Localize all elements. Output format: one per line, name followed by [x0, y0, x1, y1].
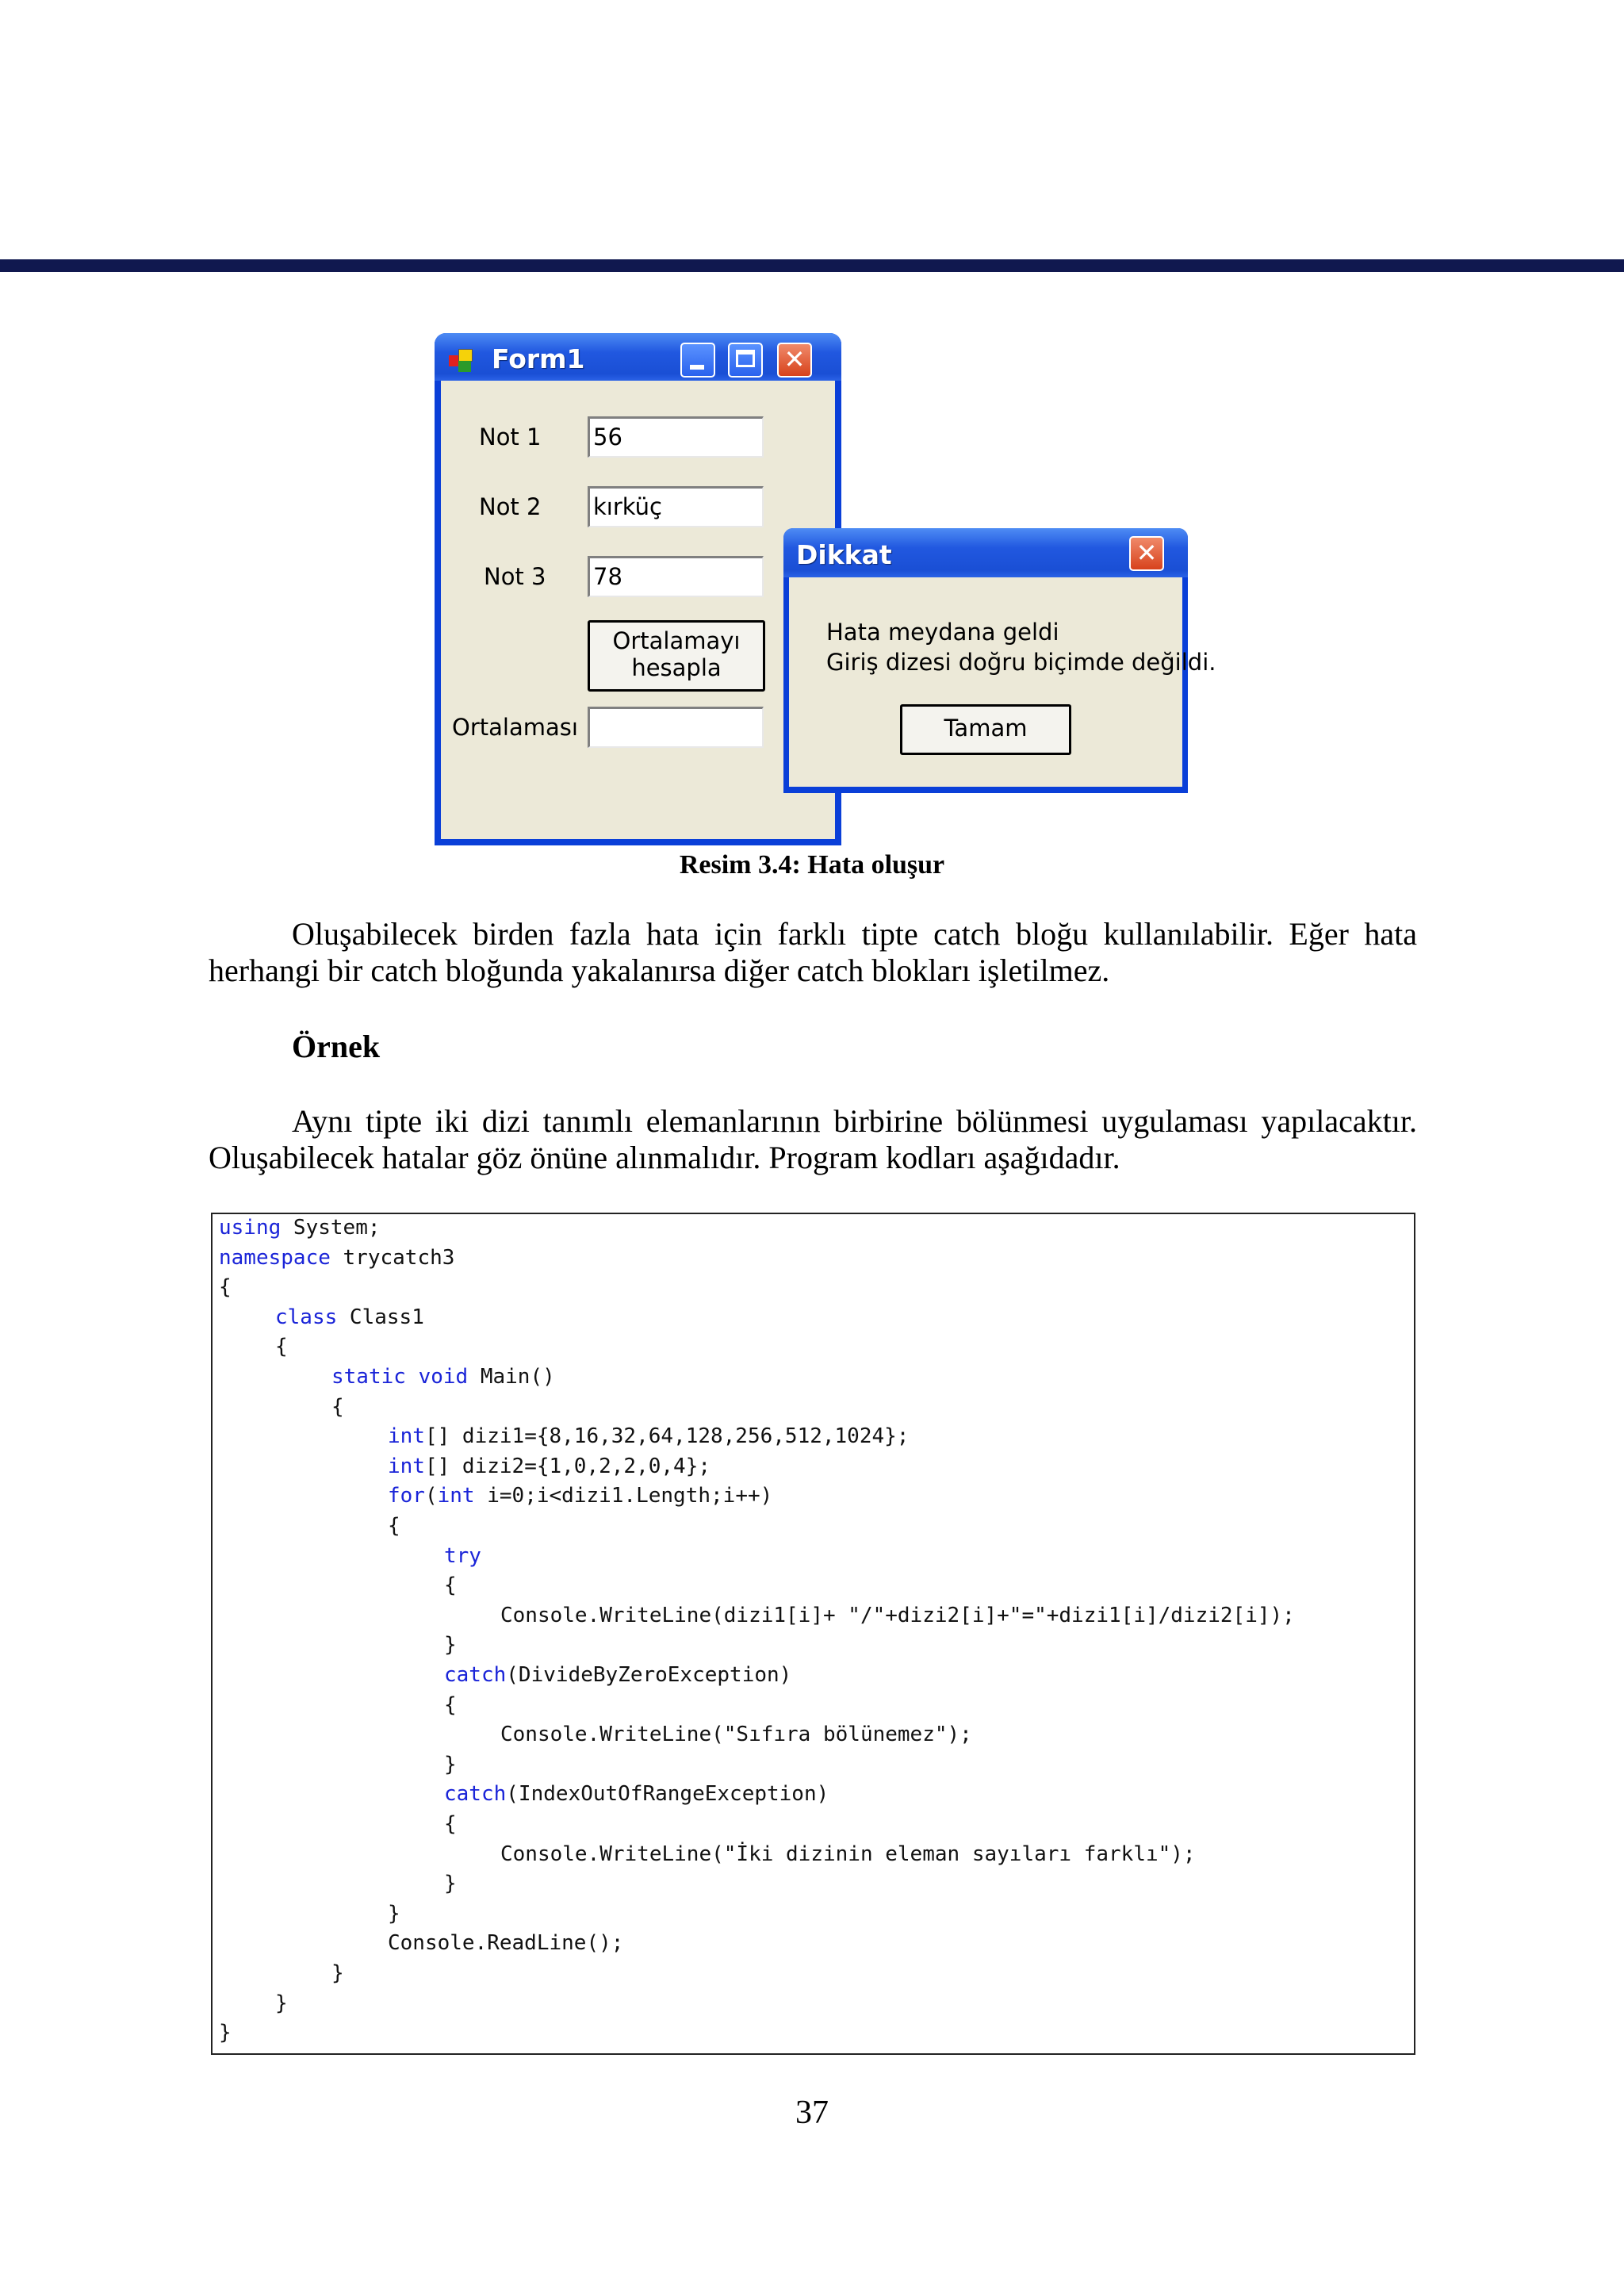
code-line: for(int i=0;i<dizi1.Length;i++): [388, 1484, 773, 1508]
calculate-button-line1: Ortalamayı: [612, 627, 741, 654]
code-line: Console.WriteLine(dizi1[i]+ "/"+dizi2[i]+"="+dizi1[i]/dizi2[i]);: [500, 1603, 1295, 1627]
code-line: catch(IndexOutOfRangeException): [444, 1782, 829, 1807]
not3-label: Not 3: [484, 563, 546, 590]
ok-button[interactable]: Tamam: [900, 704, 1071, 755]
code-line: }: [444, 1752, 457, 1776]
minimize-button[interactable]: [680, 343, 715, 378]
code-line: {: [444, 1692, 457, 1717]
code-line: {: [331, 1394, 344, 1419]
calculate-button-line2: hesapla: [631, 654, 722, 681]
page-number: 37: [795, 2095, 829, 2131]
close-icon: ✕: [1136, 538, 1158, 568]
paragraph-1-line2: herhangi bir catch bloğunda yakalanırsa diğer catch blokları işletilmez.: [209, 952, 1110, 988]
dialog-close-button[interactable]: [1129, 536, 1164, 571]
code-line: }: [275, 1991, 288, 2015]
code-line: }: [388, 1901, 400, 1926]
error-dialog: [783, 528, 1216, 793]
form1-titlebar[interactable]: [435, 333, 841, 381]
code-line: {: [219, 1275, 232, 1300]
not3-input[interactable]: 78: [588, 556, 764, 597]
maximize-icon: [736, 350, 755, 367]
paragraph-1: [209, 916, 1417, 989]
code-line: class Class1: [275, 1305, 424, 1329]
code-line: catch(DivideByZeroException): [444, 1663, 792, 1687]
code-line: {: [275, 1335, 288, 1359]
dialog-client: [789, 577, 1216, 787]
average-label: Ortalaması: [452, 714, 578, 741]
code-line: Console.WriteLine("İki dizinin eleman sayıları farklı");: [500, 1842, 1196, 1866]
code-line: {: [388, 1514, 400, 1538]
form1-title: Form1: [492, 343, 585, 374]
code-line: }: [219, 2021, 232, 2045]
maximize-button[interactable]: [728, 343, 763, 378]
form1-window: [435, 333, 841, 845]
not1-input[interactable]: 56: [588, 416, 764, 458]
code-line: static void Main(): [331, 1365, 555, 1389]
code-line: }: [444, 1633, 457, 1658]
code-line: {: [444, 1812, 457, 1836]
not2-input[interactable]: kırküç: [588, 486, 764, 527]
paragraph-1-line1: Oluşabilecek birden fazla hata için farklı tipte catch bloğu kullanılabilir. Eğer hata: [292, 916, 1417, 952]
code-line: using System;: [219, 1216, 381, 1240]
paragraph-2: [209, 1103, 1417, 1176]
not2-label: Not 2: [479, 493, 542, 520]
code-line: }: [331, 1961, 344, 1985]
dialog-message-line1: Hata meydana geldi: [826, 619, 1059, 646]
code-line: Console.ReadLine();: [388, 1931, 624, 1956]
calculate-average-button[interactable]: [588, 620, 765, 692]
code-listing: [211, 1213, 1415, 2055]
code-line: try: [444, 1543, 481, 1568]
average-output[interactable]: [588, 707, 764, 748]
paragraph-2-line1: Aynı tipte iki dizi tanımlı elemanlarının birbirine bölünmesi uygulaması yapılacaktır.: [292, 1103, 1417, 1139]
code-line: int[] dizi1={8,16,32,64,128,256,512,1024};: [388, 1424, 910, 1449]
minimize-icon: [690, 365, 704, 370]
dialog-message: [826, 617, 1216, 677]
form1-client: [441, 381, 835, 839]
code-line: {: [444, 1573, 457, 1598]
dialog-titlebar[interactable]: [783, 528, 1188, 577]
code-line: }: [444, 1872, 457, 1896]
figure-caption: Resim 3.4: Hata oluşur: [679, 850, 945, 880]
code-line: Console.WriteLine("Sıfıra bölünemez");: [500, 1723, 972, 1747]
dialog-message-line2: Giriş dizesi doğru biçimde değildi.: [826, 649, 1216, 676]
not1-label: Not 1: [479, 424, 542, 450]
example-heading: Örnek: [292, 1029, 381, 1064]
close-button[interactable]: [777, 343, 812, 378]
code-line: namespace trycatch3: [219, 1245, 455, 1270]
close-icon: ✕: [783, 344, 806, 374]
header-rule: [0, 259, 1624, 272]
app-icon: [449, 349, 477, 373]
code-line: int[] dizi2={1,0,2,2,0,4};: [388, 1454, 710, 1478]
dialog-title: Dikkat: [796, 539, 892, 570]
paragraph-2-line2: Oluşabilecek hatalar göz önüne alınmalıdır. Program kodları aşağıdadır.: [209, 1140, 1120, 1175]
